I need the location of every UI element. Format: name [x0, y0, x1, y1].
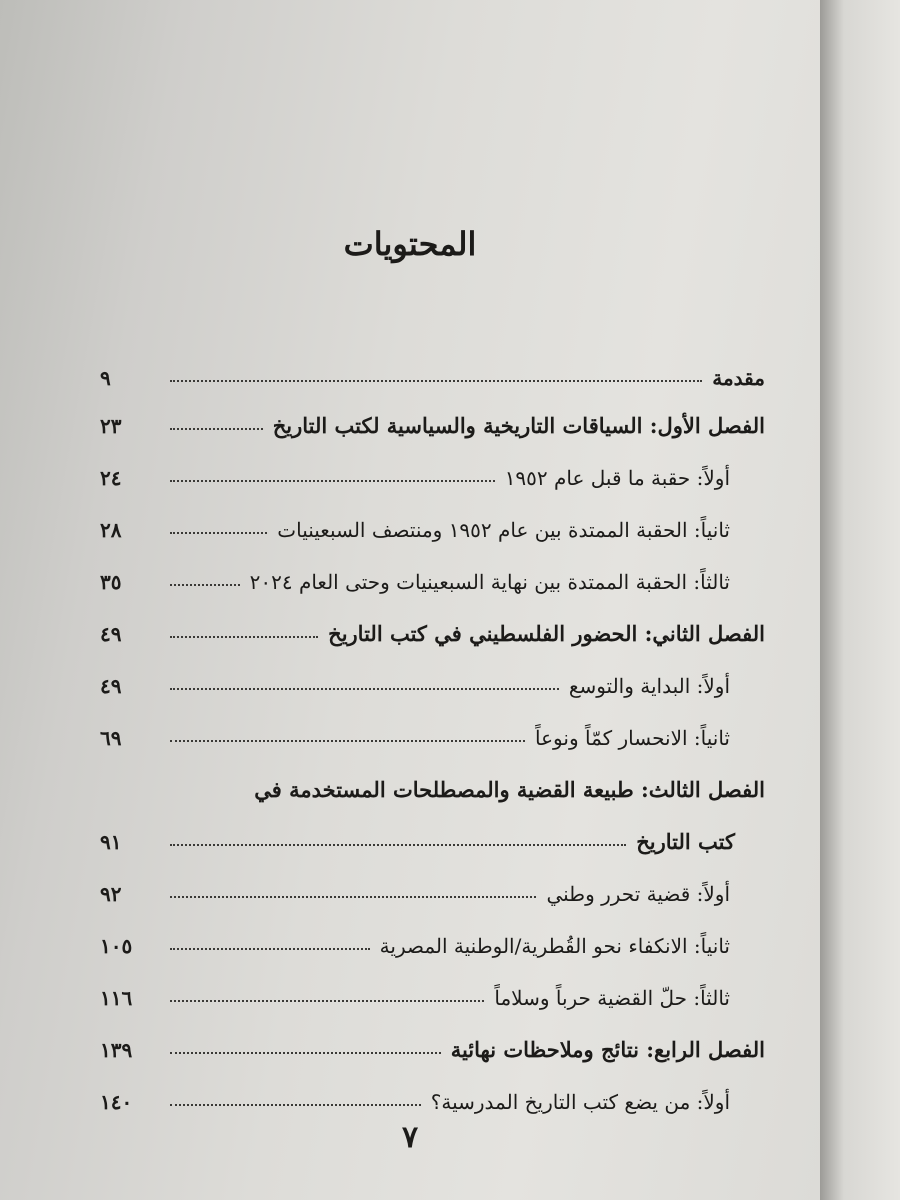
toc-entry-label-line1: الفصل الثالث: طبيعة القضية والمصطلحات المستخدمة في — [254, 777, 765, 802]
page-title: المحتويات — [343, 225, 477, 263]
toc-entry-3-2 — [100, 908, 765, 958]
toc-entry-label: أولاً: حقبة ما قبل عام ١٩٥٢ — [504, 466, 730, 490]
leader-dots — [170, 1103, 421, 1106]
toc-entry-label: ثالثاً: الحقبة الممتدة بين نهاية السبعينيات وحتى العام ٢٠٢٤ — [249, 570, 730, 594]
leader-dots — [170, 687, 559, 690]
page-number: ٧ — [401, 1120, 419, 1155]
toc-entry-page: ١٤٠ — [100, 1090, 133, 1114]
leader-dots — [170, 635, 318, 638]
leader-dots — [170, 531, 267, 534]
leader-dots — [170, 479, 495, 482]
toc-entry-label: ثالثاً: حلّ القضية حرباً وسلاماً — [494, 986, 730, 1010]
toc-entry-3-1 — [100, 856, 765, 906]
toc-entry-label: أولاً: قضية تحرر وطني — [546, 882, 730, 906]
toc-entry-chapter-1 — [100, 388, 765, 438]
toc-entry-2-1 — [100, 648, 765, 698]
toc-entry-page: ٢٨ — [100, 518, 122, 542]
toc-entry-chapter-2 — [100, 596, 765, 646]
toc-entry-page: ١٠٥ — [100, 934, 133, 958]
leader-dots — [170, 427, 263, 430]
toc-entry-label: الفصل الأول: السياقات التاريخية والسياسية لكتب التاريخ — [272, 413, 765, 438]
toc-entry-label: مقدمة — [712, 366, 765, 390]
leader-dots — [170, 379, 702, 382]
toc-entry-label-line2: كتب التاريخ — [636, 829, 735, 854]
toc-entry-chapter-3-line2 — [100, 804, 765, 854]
toc-entry-page: ٣٥ — [100, 570, 122, 594]
toc-entry-page: ٩١ — [100, 830, 122, 854]
toc-entry-chapter-3 — [100, 752, 765, 854]
toc-entry-intro — [100, 340, 765, 390]
toc-entry-3-3 — [100, 960, 765, 1010]
toc-entry-label: ثانياً: الانكفاء نحو القُطرية/الوطنية المصرية — [379, 934, 730, 958]
toc-entry-chapter-4 — [100, 1012, 765, 1062]
toc-entry-label: أولاً: من يضع كتب التاريخ المدرسية؟ — [430, 1090, 730, 1114]
toc-entry-label: الفصل الرابع: نتائج وملاحظات نهائية — [450, 1037, 765, 1062]
toc-entry-label: الفصل الثاني: الحضور الفلسطيني في كتب التاريخ — [328, 621, 765, 646]
toc-entry-1-3 — [100, 544, 765, 594]
toc-entry-label: أولاً: البداية والتوسع — [568, 674, 730, 698]
toc-entry-page: ٩٢ — [100, 882, 122, 906]
leader-dots — [170, 947, 370, 950]
toc-entry-page: ٢٣ — [100, 414, 122, 438]
toc-entry-page: ٦٩ — [100, 726, 122, 750]
toc-entry-page: ١١٦ — [100, 986, 133, 1010]
toc-entry-page: ٤٩ — [100, 622, 122, 646]
leader-dots — [170, 999, 484, 1002]
toc-entry-page: ١٣٩ — [100, 1038, 133, 1062]
bleed-through-text — [120, 80, 760, 340]
toc-entry-1-2 — [100, 492, 765, 542]
leader-dots — [170, 843, 626, 846]
leader-dots — [170, 895, 536, 898]
leader-dots — [170, 1051, 441, 1054]
leader-dots — [170, 583, 240, 586]
toc-entry-page: ٢٤ — [100, 466, 122, 490]
page-stack-edge — [820, 0, 900, 1200]
toc-entry-page: ٤٩ — [100, 674, 122, 698]
leader-dots — [170, 739, 525, 742]
toc-entry-4-1 — [100, 1064, 765, 1114]
toc-entry-label: ثانياً: الحقبة الممتدة بين عام ١٩٥٢ ومنتصف السبعينيات — [277, 518, 730, 542]
toc-entry-1-1 — [100, 440, 765, 490]
toc-entry-page: ٩ — [100, 366, 111, 390]
toc-entry-label: ثانياً: الانحسار كمّاً ونوعاً — [535, 726, 730, 750]
toc-entry-2-2 — [100, 700, 765, 750]
